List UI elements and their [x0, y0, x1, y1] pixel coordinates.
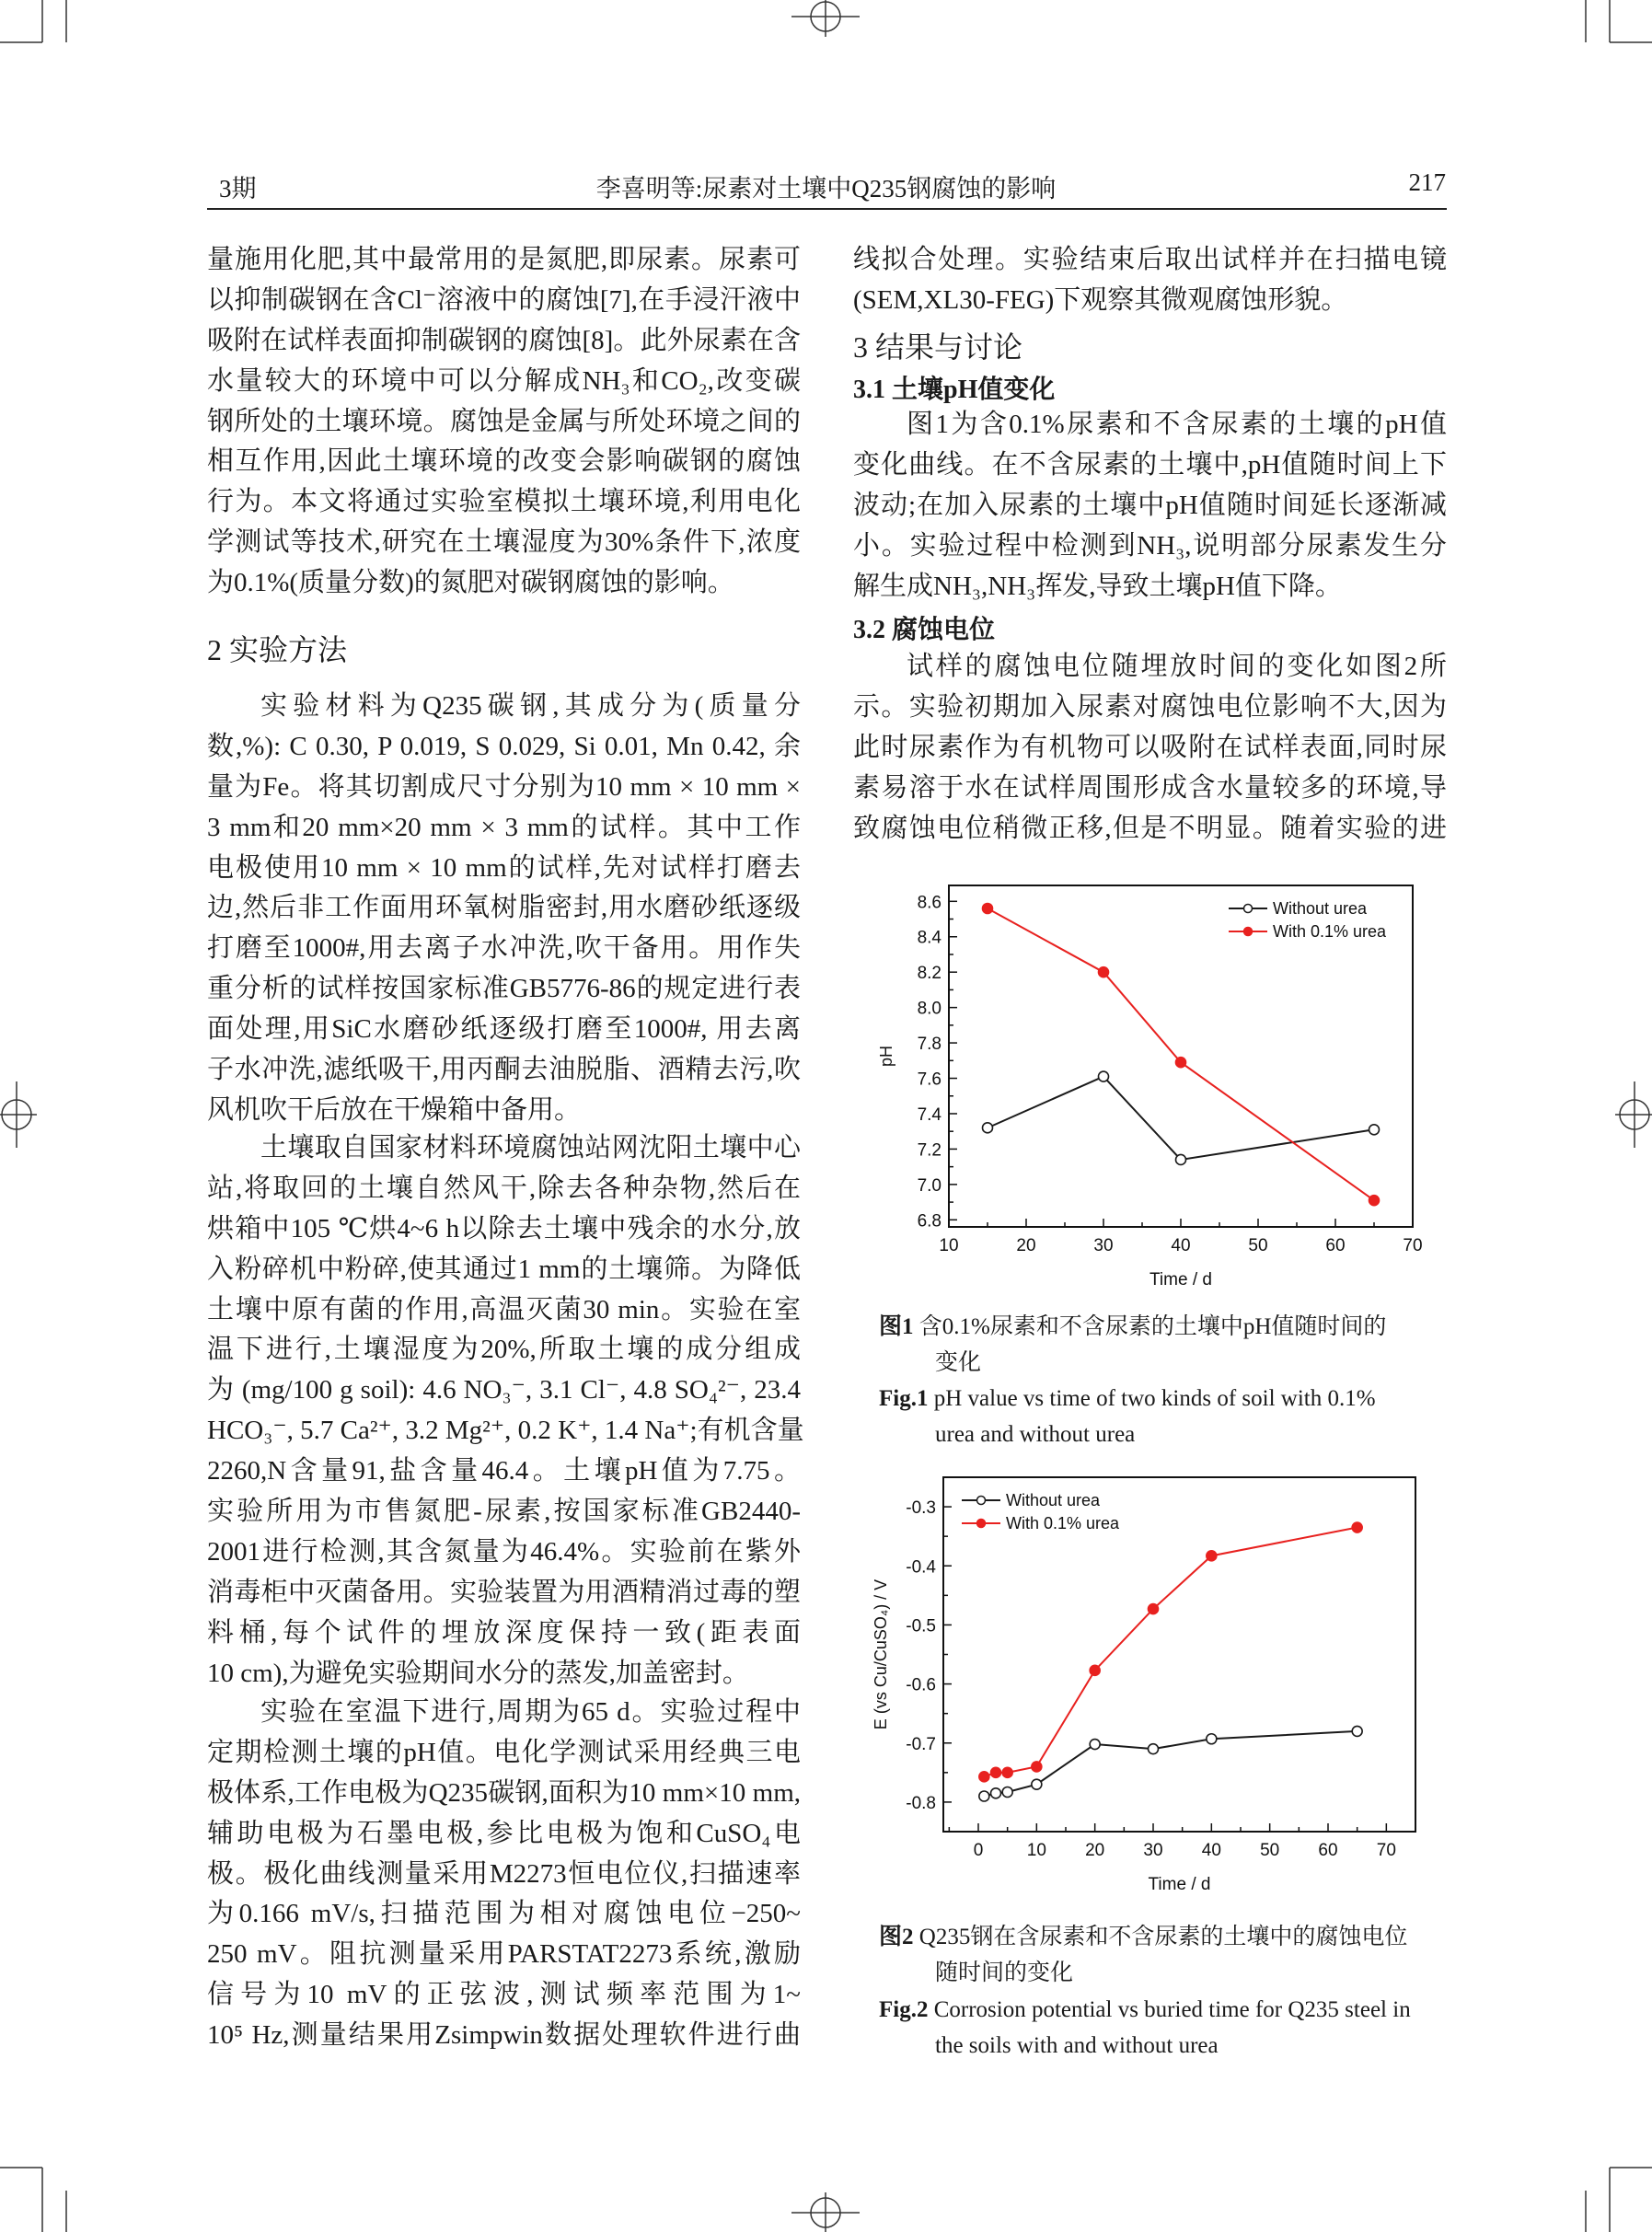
y-tick-label: 8.4 [917, 928, 942, 948]
paragraph-soil [207, 1128, 804, 1694]
text-line: 行为。本文将通过实验室模拟土壤环境,利用电化 [207, 487, 801, 517]
running-title: 李喜明等:尿素对土壤中Q235钢腐蚀的影响 [595, 175, 1057, 202]
x-axis-label: Time / d [1149, 1270, 1212, 1289]
x-tick-label: 0 [973, 1841, 984, 1860]
subsection-heading-ph: 3.1 土壤pH值变化 [853, 376, 1056, 404]
legend-label: Without urea [1273, 899, 1368, 918]
text-line: 实验所用为市售氮肥-尿素,按国家标准GB2440- [207, 1497, 801, 1527]
text-line: (SEM,XL30-FEG)下观察其微观腐蚀形貌。 [853, 284, 1348, 315]
y-tick-label: 7.8 [917, 1035, 942, 1055]
text-line: 边,然后非工作面用环氧树脂密封,用水磨砂纸逐级 [207, 893, 801, 923]
x-tick-label: 10 [939, 1236, 959, 1255]
y-tick-label: 7.6 [917, 1070, 942, 1090]
figure2-caption-en-line2: the soils with and without urea [935, 2033, 1219, 2058]
legend-marker [1244, 905, 1253, 913]
figure1-caption-cn-line2: 变化 [935, 1350, 982, 1375]
data-point [1369, 1196, 1380, 1206]
text-line: 为0.166 mV/s,扫描范围为相对腐蚀电位−250~ [207, 1899, 801, 1929]
paragraph-potential [853, 647, 1447, 849]
data-point [1149, 1604, 1159, 1614]
data-point [991, 1788, 1001, 1798]
text-line: 钢所处的土壤环境。腐蚀是金属与所处环境之间的 [207, 406, 801, 436]
x-tick-label: 20 [1085, 1841, 1105, 1860]
x-tick-label: 50 [1248, 1236, 1268, 1255]
header-rule [207, 208, 1447, 210]
text-line: 波动;在加入尿素的土壤中pH值随时间延长逐渐减 [853, 490, 1447, 520]
text-line: 此时尿素作为有机物可以吸附在试样表面,同时尿 [853, 732, 1447, 762]
text-line: 2260,N含量91,盐含量46.4。土壤pH值为7.75。 [207, 1456, 801, 1486]
text-line: 示。实验初期加入尿素对腐蚀电位影响不大,因为 [853, 691, 1447, 722]
figure2-label-cn: 图2 [879, 1925, 914, 1949]
figure1-caption-cn [879, 1309, 1431, 1381]
legend-marker [977, 1520, 986, 1528]
text-line: 为 (mg/100 g soil): 4.6 NO₃⁻, 3.1 Cl⁻, 4.8 SO₄²⁻, 23.4 [207, 1375, 801, 1405]
text-line: 极。极化曲线测量采用M2273恒电位仪,扫描速率 [207, 1858, 801, 1889]
figure2-caption-en [879, 1992, 1431, 2064]
text-line: 实验在室温下进行,周期为65 d。实验过程中 [260, 1697, 801, 1727]
y-tick-label: -0.7 [906, 1734, 936, 1754]
figure2-label-en: Fig.2 [879, 1997, 929, 2022]
x-tick-label: 30 [1143, 1841, 1163, 1860]
text-line: 土壤取自国家材料环境腐蚀站网沈阳土壤中心 [260, 1133, 801, 1162]
paragraph-materials [207, 687, 801, 1131]
registration-mark-top [791, 0, 860, 37]
text-line: HCO₃⁻, 5.7 Ca²⁺, 3.2 Mg²⁺, 0.2 K⁺, 1.4 Na⁺;有机含量 [207, 1416, 804, 1446]
y-tick-label: -0.5 [906, 1616, 936, 1636]
legend-label: Without urea [1006, 1491, 1101, 1509]
figure2-caption-cn [879, 1919, 1431, 1991]
series-line [984, 1528, 1357, 1777]
section-heading-results: 3 结果与讨论 [853, 330, 1023, 364]
text-line: 素易溶于水在试样周围形成含水量较多的环境,导 [853, 772, 1447, 803]
y-axis-label: pH [877, 1045, 895, 1068]
y-tick-label: -0.8 [906, 1793, 936, 1813]
text-line: 变化曲线。在不含尿素的土壤中,pH值随时间上下 [853, 449, 1447, 480]
legend-marker [1244, 928, 1253, 936]
text-line: 图1为含0.1%尿素和不含尿素的土壤的pH值 [907, 410, 1447, 439]
text-line: 250 mV。阻抗测量采用PARSTAT2273系统,激励 [207, 1939, 801, 1970]
text-line: 3 mm和20 mm×20 mm × 3 mm的试样。其中工作 [207, 812, 801, 842]
data-point [1099, 967, 1109, 977]
data-point [979, 1772, 989, 1782]
text-line: 子水冲洗,滤纸吸干,用丙酮去油脱脂、酒精去污,吹 [207, 1055, 801, 1085]
text-line: 2001进行检测,其含氮量为46.4%。实验前在紫外 [207, 1536, 801, 1567]
data-point [1002, 1787, 1012, 1798]
text-line: 风机吹干后放在干燥箱中备用。 [207, 1094, 582, 1125]
paragraph-ph [853, 405, 1447, 607]
text-line: 吸附在试样表面抑制碳钢的腐蚀[8]。此外尿素在含 [207, 325, 801, 355]
text-line: 以抑制碳钢在含Cl⁻溶液中的腐蚀[7],在手浸汗液中 [207, 284, 801, 315]
legend-marker [977, 1497, 986, 1505]
text-line: 水量较大的环境中可以分解成NH₃和CO₂,改变碳 [207, 365, 801, 396]
data-point [1032, 1762, 1042, 1772]
text-line: 小。实验过程中检测到NH₃,说明部分尿素发生分 [853, 530, 1447, 561]
legend-label: With 0.1% urea [1006, 1514, 1120, 1532]
x-tick-label: 40 [1171, 1236, 1191, 1255]
text-line: 线拟合处理。实验结束后取出试样并在扫描电镜 [853, 245, 1447, 274]
series-line [988, 1077, 1374, 1160]
data-point [979, 1791, 989, 1801]
figure1-caption-en-line1: pH value vs time of two kinds of soil with 0.1% [933, 1386, 1376, 1411]
text-line: 10⁵ Hz,测量结果用Zsimpwin数据处理软件进行曲 [207, 2020, 801, 2051]
data-point [1352, 1522, 1362, 1532]
figure2-caption-cn-line1: Q235钢在含尿素和不含尿素的土壤中的腐蚀电位 [918, 1925, 1408, 1949]
figure1-label-en: Fig.1 [879, 1386, 929, 1411]
registration-mark-left [0, 1081, 37, 1148]
page-number: 217 [1408, 168, 1446, 196]
y-tick-label: -0.6 [906, 1675, 936, 1695]
text-line: 打磨至1000#,用去离子水冲洗,吹干备用。用作失 [207, 933, 801, 964]
y-axis-label: E (vs Cu/CuSO₄) / V [872, 1579, 890, 1730]
y-tick-label: 7.0 [917, 1175, 942, 1196]
issue-number: 3期 [219, 175, 257, 202]
data-point [991, 1767, 1001, 1777]
text-line: 烘箱中105 ℃烘4~6 h以除去土壤中残余的水分,放 [207, 1213, 801, 1243]
text-line: 辅助电极为石墨电极,参比电极为饱和CuSO₄电 [207, 1818, 801, 1848]
y-tick-label: 8.0 [917, 999, 942, 1019]
text-line: 温下进行,土壤湿度为20%,所取土壤的成分组成 [207, 1335, 801, 1365]
paragraph-intro [207, 240, 801, 604]
x-tick-label: 60 [1318, 1841, 1338, 1860]
text-line: 面处理,用SiC水磨砂纸逐级打磨至1000#, 用去离 [207, 1014, 801, 1045]
x-tick-label: 70 [1403, 1236, 1423, 1255]
figure2-caption-en-line1: Corrosion potential vs buried time for Q235 steel in [933, 1997, 1411, 2022]
ph-chart [865, 865, 1436, 1307]
data-point [1207, 1551, 1217, 1561]
x-tick-label: 10 [1026, 1841, 1046, 1860]
text-line: 消毒柜中灭菌备用。实验装置为用酒精消过毒的塑 [207, 1577, 801, 1607]
potential-chart [865, 1459, 1436, 1910]
x-tick-label: 60 [1325, 1236, 1346, 1255]
data-point [1090, 1740, 1100, 1750]
text-line: 10 cm),为避免实验期间水分的蒸发,加盖密封。 [207, 1658, 749, 1688]
figure1-caption-cn-line1: 含0.1%尿素和不含尿素的土壤中pH值随时间的 [918, 1314, 1387, 1339]
data-point [1099, 1071, 1109, 1081]
y-tick-label: -0.3 [906, 1498, 936, 1519]
data-point [1369, 1125, 1380, 1135]
figure1-caption-en [879, 1381, 1431, 1452]
y-tick-label: 7.4 [917, 1104, 942, 1125]
x-tick-label: 70 [1376, 1841, 1396, 1860]
data-point [1352, 1726, 1362, 1736]
data-point [1176, 1058, 1186, 1068]
text-line: 料桶,每个试件的埋放深度保持一致(距表面 [207, 1617, 801, 1648]
paragraph-sem [853, 240, 1447, 321]
x-tick-label: 30 [1093, 1236, 1114, 1255]
x-tick-label: 20 [1016, 1236, 1036, 1255]
text-line: 试样的腐蚀电位随埋放时间的变化如图2所 [907, 652, 1447, 681]
x-axis-label: Time / d [1148, 1875, 1211, 1894]
subsection-heading-potential: 3.2 腐蚀电位 [853, 616, 996, 644]
figure1-caption-en-line2: urea and without urea [935, 1422, 1136, 1447]
data-point [1090, 1665, 1100, 1675]
text-line: 电极使用10 mm × 10 mm的试样,先对试样打磨去 [207, 852, 801, 883]
text-line: 实验材料为Q235碳钢,其成分为(质量分 [260, 691, 801, 721]
text-line: 站,将取回的土壤自然风干,除去各种杂物,然后在 [207, 1173, 801, 1203]
text-line: 重分析的试样按国家标准GB5776-86的规定进行表 [207, 974, 801, 1004]
text-line: 定期检测土壤的pH值。电化学测试采用经典三电 [207, 1737, 801, 1767]
data-point [983, 903, 993, 913]
text-line: 入粉碎机中粉碎,使其通过1 mm的土壤筛。为降低 [207, 1254, 801, 1284]
text-line: 极体系,工作电极为Q235碳钢,面积为10 mm×10 mm, [207, 1777, 801, 1808]
text-line: 相互作用,因此土壤环境的改变会影响碳钢的腐蚀 [207, 446, 801, 477]
text-line: 土壤中原有菌的作用,高温灭菌30 min。实验在室 [207, 1294, 801, 1324]
text-line: 学测试等技术,研究在土壤湿度为30%条件下,浓度 [207, 527, 801, 558]
data-point [1176, 1154, 1186, 1164]
text-line: 解生成NH₃,NH₃挥发,导致土壤pH值下降。 [853, 571, 1342, 601]
y-tick-label: -0.4 [906, 1557, 936, 1578]
text-line: 为0.1%(质量分数)的氮肥对碳钢腐蚀的影响。 [207, 568, 734, 598]
data-point [983, 1123, 993, 1133]
x-tick-label: 50 [1260, 1841, 1280, 1860]
x-tick-label: 40 [1201, 1841, 1221, 1860]
legend-label: With 0.1% urea [1273, 922, 1387, 941]
figure2-caption-cn-line2: 随时间的变化 [935, 1960, 1074, 1985]
y-tick-label: 6.8 [917, 1211, 942, 1232]
y-tick-label: 7.2 [917, 1140, 942, 1161]
y-tick-label: 8.2 [917, 964, 942, 984]
registration-mark-right [1615, 1081, 1652, 1148]
text-line: 量为Fe。将其切割成尺寸分别为10 mm × 10 mm × [207, 771, 801, 802]
section-heading-method: 2 实验方法 [207, 633, 348, 666]
paragraph-electrochemistry [207, 1693, 801, 2056]
data-point [1002, 1767, 1012, 1777]
text-line: 量施用化肥,其中最常用的是氮肥,即尿素。尿素可 [207, 245, 801, 274]
figure1-label-cn: 图1 [879, 1314, 914, 1339]
data-point [1207, 1734, 1217, 1744]
data-point [1149, 1744, 1159, 1754]
data-point [1032, 1779, 1042, 1789]
text-line: 数,%): C 0.30, P 0.019, S 0.029, Si 0.01, Mn 0.42, 余 [207, 731, 801, 761]
text-line: 信号为10 mV的正弦波,测试频率范围为1~ [207, 1980, 801, 2010]
text-line: 致腐蚀电位稍微正移,但是不明显。随着实验的进 [853, 813, 1447, 843]
y-tick-label: 8.6 [917, 893, 942, 913]
registration-mark-bottom [791, 2192, 860, 2232]
